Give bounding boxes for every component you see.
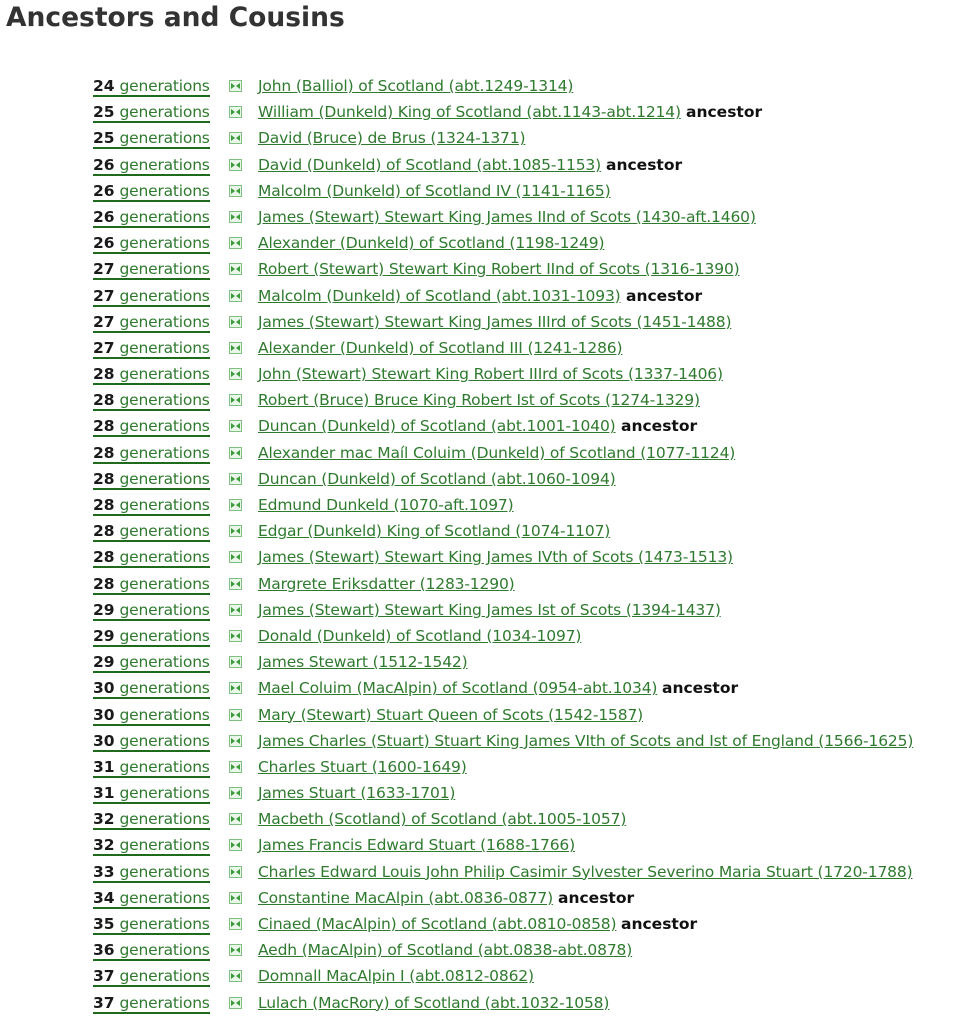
generations-link[interactable] bbox=[93, 990, 210, 1014]
person-link[interactable]: John (Stewart) Stewart King Robert IIIrd of Scots (1337-1406) bbox=[258, 365, 723, 384]
relationship-arrows-icon[interactable] bbox=[229, 866, 242, 878]
person-link[interactable]: James Stewart (1512-1542) bbox=[258, 653, 468, 672]
generations-label: generations bbox=[119, 810, 210, 829]
generations-label: generations bbox=[119, 77, 210, 95]
relationship-arrows-icon[interactable] bbox=[229, 342, 242, 354]
ancestor-label: ancestor bbox=[558, 888, 635, 907]
list-item bbox=[0, 361, 959, 387]
generations-label: generations bbox=[119, 915, 210, 933]
list-item bbox=[0, 571, 959, 597]
generations-label: generations bbox=[119, 103, 210, 122]
person-link[interactable]: Aedh (MacAlpin) of Scotland (abt.0838-abt.0878) bbox=[258, 941, 633, 960]
relationship-arrows-icon[interactable] bbox=[229, 106, 242, 118]
generations-label: generations bbox=[119, 888, 210, 907]
ancestor-label: ancestor bbox=[626, 286, 703, 305]
list-item bbox=[0, 335, 959, 361]
list-item bbox=[0, 911, 959, 937]
person-link[interactable]: Edmund Dunkeld (1070-aft.1097) bbox=[258, 496, 514, 514]
list-item bbox=[0, 623, 959, 649]
relationship-arrows-icon[interactable] bbox=[229, 211, 242, 223]
list-item bbox=[0, 859, 959, 885]
generation-count: 28 bbox=[93, 496, 115, 514]
person-link[interactable]: Lulach (MacRory) of Scotland (abt.1032-1058) bbox=[258, 993, 610, 1012]
list-item bbox=[0, 230, 959, 256]
generation-count: 31 bbox=[93, 784, 115, 803]
person-link[interactable]: Domnall MacAlpin I (abt.0812-0862) bbox=[258, 967, 534, 986]
generations-label: generations bbox=[119, 757, 210, 776]
list-item bbox=[0, 413, 959, 439]
generation-count: 32 bbox=[93, 836, 115, 855]
person-link[interactable]: Mael Coluim (MacAlpin) of Scotland (0954-abt.1034) bbox=[258, 679, 658, 698]
generation-count: 26 bbox=[93, 207, 115, 226]
generation-count: 34 bbox=[93, 888, 115, 907]
generations-label: generations bbox=[119, 993, 210, 1012]
generations-link[interactable] bbox=[93, 387, 210, 411]
generations-link[interactable] bbox=[93, 309, 210, 333]
generations-label: generations bbox=[119, 522, 210, 541]
generations-link[interactable] bbox=[93, 492, 210, 516]
generations-link[interactable] bbox=[93, 283, 210, 307]
relationship-arrows-icon[interactable] bbox=[229, 316, 242, 328]
generation-count: 32 bbox=[93, 810, 115, 829]
list-item bbox=[0, 204, 959, 230]
relationship-arrows-icon[interactable] bbox=[229, 630, 242, 642]
relationship-arrows-icon[interactable] bbox=[229, 551, 242, 563]
person-link[interactable]: Duncan (Dunkeld) of Scotland (abt.1060-1094) bbox=[258, 469, 616, 488]
list-item bbox=[0, 492, 959, 518]
generation-count: 25 bbox=[93, 103, 115, 122]
list-item bbox=[0, 73, 959, 99]
relationship-arrows-icon[interactable] bbox=[229, 735, 242, 747]
generation-count: 30 bbox=[93, 731, 115, 750]
relationship-arrows-icon[interactable] bbox=[229, 473, 242, 485]
list-item bbox=[0, 178, 959, 204]
person-link[interactable]: John (Balliol) of Scotland (abt.1249-1314) bbox=[258, 77, 574, 95]
person-link[interactable]: James (Stewart) Stewart King James IIIrd of Scots (1451-1488) bbox=[258, 312, 732, 331]
ancestor-label: ancestor bbox=[606, 155, 683, 174]
generations-link[interactable] bbox=[93, 675, 210, 699]
generations-label: generations bbox=[119, 626, 210, 645]
list-item bbox=[0, 597, 959, 623]
generations-link[interactable] bbox=[93, 885, 210, 909]
generation-count: 26 bbox=[93, 155, 115, 174]
relationship-arrows-icon[interactable] bbox=[229, 682, 242, 694]
list-item bbox=[0, 125, 959, 151]
generations-label: generations bbox=[119, 365, 210, 384]
generations-label: generations bbox=[119, 548, 210, 567]
generations-link[interactable] bbox=[93, 832, 210, 856]
person-link[interactable]: Margrete Eriksdatter (1283-1290) bbox=[258, 574, 515, 593]
generations-link[interactable] bbox=[93, 597, 210, 621]
generation-count: 29 bbox=[93, 626, 115, 645]
person-link[interactable]: Robert (Bruce) Bruce King Robert Ist of Scots (1274-1329) bbox=[258, 391, 700, 410]
generations-label: generations bbox=[119, 260, 210, 279]
generation-count: 35 bbox=[93, 915, 115, 933]
generations-link[interactable] bbox=[93, 780, 210, 804]
generation-count: 30 bbox=[93, 679, 115, 698]
person-link[interactable]: Alexander (Dunkeld) of Scotland III (1241-1286) bbox=[258, 338, 623, 357]
generations-label: generations bbox=[119, 391, 210, 410]
list-item bbox=[0, 518, 959, 544]
list-item bbox=[0, 728, 959, 754]
relationship-arrows-icon[interactable] bbox=[229, 525, 242, 537]
relationship-arrows-icon[interactable] bbox=[229, 290, 242, 302]
relationship-arrows-icon[interactable] bbox=[229, 80, 242, 92]
generations-link[interactable] bbox=[93, 911, 210, 935]
list-item bbox=[0, 152, 959, 178]
generation-count: 29 bbox=[93, 600, 115, 619]
generations-label: generations bbox=[119, 286, 210, 305]
person-link[interactable]: Duncan (Dunkeld) of Scotland (abt.1001-1040) bbox=[258, 417, 616, 436]
generations-label: generations bbox=[119, 207, 210, 226]
person-link[interactable]: Alexander (Dunkeld) of Scotland (1198-1249) bbox=[258, 234, 605, 253]
generation-count: 31 bbox=[93, 757, 115, 776]
generations-link[interactable] bbox=[93, 754, 210, 778]
generation-count: 26 bbox=[93, 234, 115, 253]
person-link[interactable]: Malcolm (Dunkeld) of Scotland (abt.1031-1093) bbox=[258, 286, 621, 305]
generation-count: 26 bbox=[93, 181, 115, 200]
generations-link[interactable] bbox=[93, 413, 210, 437]
person-link[interactable]: Charles Stuart (1600-1649) bbox=[258, 757, 467, 776]
relationship-arrows-icon[interactable] bbox=[229, 918, 242, 930]
generations-label: generations bbox=[119, 967, 210, 986]
relationship-arrows-icon[interactable] bbox=[229, 132, 242, 144]
relationship-arrows-icon[interactable] bbox=[229, 970, 242, 982]
generation-count: 27 bbox=[93, 286, 115, 305]
person-link[interactable]: Robert (Stewart) Stewart King Robert IInd of Scots (1316-1390) bbox=[258, 260, 740, 279]
list-item bbox=[0, 702, 959, 728]
generations-label: generations bbox=[119, 443, 210, 462]
relationship-arrows-icon[interactable] bbox=[229, 656, 242, 668]
generation-count: 33 bbox=[93, 862, 115, 881]
generations-label: generations bbox=[119, 862, 210, 881]
ancestor-label: ancestor bbox=[662, 679, 739, 698]
generations-label: generations bbox=[119, 181, 210, 200]
person-link[interactable]: James (Stewart) Stewart King James IInd of Scots (1430-aft.1460) bbox=[258, 207, 756, 226]
generation-count: 28 bbox=[93, 548, 115, 567]
generations-label: generations bbox=[119, 417, 210, 436]
generations-link[interactable] bbox=[93, 518, 210, 542]
list-item bbox=[0, 283, 959, 309]
person-link[interactable]: Macbeth (Scotland) of Scotland (abt.1005-1057) bbox=[258, 810, 627, 829]
relationship-arrows-icon[interactable] bbox=[229, 604, 242, 616]
ancestor-label: ancestor bbox=[621, 915, 698, 933]
generations-label: generations bbox=[119, 600, 210, 619]
generation-count: 28 bbox=[93, 391, 115, 410]
generations-link[interactable] bbox=[93, 859, 210, 883]
relationship-arrows-icon[interactable] bbox=[229, 499, 242, 511]
generations-label: generations bbox=[119, 705, 210, 724]
generation-count: 28 bbox=[93, 522, 115, 541]
list-item bbox=[0, 387, 959, 413]
generations-label: generations bbox=[119, 653, 210, 672]
generations-label: generations bbox=[119, 679, 210, 698]
relationship-arrows-icon[interactable] bbox=[229, 892, 242, 904]
generations-link[interactable] bbox=[93, 152, 210, 176]
person-link[interactable]: James Charles (Stuart) Stuart King James VIth of Scots and Ist of England (1566-1625) bbox=[258, 731, 914, 750]
generations-link[interactable] bbox=[93, 544, 210, 568]
generations-link[interactable] bbox=[93, 178, 210, 202]
person-link[interactable]: James (Stewart) Stewart King James IVth of Scots (1473-1513) bbox=[258, 548, 733, 567]
list-item bbox=[0, 990, 959, 1016]
generations-link[interactable] bbox=[93, 335, 210, 359]
relationship-arrows-icon[interactable] bbox=[229, 368, 242, 380]
generations-label: generations bbox=[119, 836, 210, 855]
generation-count: 30 bbox=[93, 705, 115, 724]
relationship-arrows-icon[interactable] bbox=[229, 263, 242, 275]
person-link[interactable]: Constantine MacAlpin (abt.0836-0877) bbox=[258, 888, 553, 907]
relationship-arrows-icon[interactable] bbox=[229, 447, 242, 459]
relationship-arrows-icon[interactable] bbox=[229, 185, 242, 197]
person-link[interactable]: James Francis Edward Stuart (1688-1766) bbox=[258, 836, 576, 855]
generations-label: generations bbox=[119, 129, 210, 148]
list-item bbox=[0, 675, 959, 701]
list-item bbox=[0, 937, 959, 963]
generation-count: 27 bbox=[93, 338, 115, 357]
generations-link[interactable] bbox=[93, 649, 210, 673]
generation-count: 24 bbox=[93, 77, 115, 95]
generation-count: 28 bbox=[93, 443, 115, 462]
relationship-arrows-icon[interactable] bbox=[229, 420, 242, 432]
person-link[interactable]: William (Dunkeld) King of Scotland (abt.1143-abt.1214) bbox=[258, 103, 681, 122]
generations-link[interactable] bbox=[93, 204, 210, 228]
generations-label: generations bbox=[119, 496, 210, 514]
generations-label: generations bbox=[119, 469, 210, 488]
relationship-arrows-icon[interactable] bbox=[229, 578, 242, 590]
generation-count: 28 bbox=[93, 574, 115, 593]
person-link[interactable]: Alexander mac Maíl Coluim (Dunkeld) of Scotland (1077-1124) bbox=[258, 443, 736, 462]
relationship-arrows-icon[interactable] bbox=[229, 839, 242, 851]
relationship-arrows-icon[interactable] bbox=[229, 997, 242, 1009]
generations-link[interactable] bbox=[93, 125, 210, 149]
generations-link[interactable] bbox=[93, 99, 210, 123]
ancestor-label: ancestor bbox=[621, 417, 698, 436]
list-item bbox=[0, 885, 959, 911]
relationship-arrows-icon[interactable] bbox=[229, 944, 242, 956]
relationship-arrows-icon[interactable] bbox=[229, 813, 242, 825]
person-link[interactable]: Malcolm (Dunkeld) of Scotland IV (1141-1165) bbox=[258, 181, 611, 200]
list-item bbox=[0, 780, 959, 806]
generations-label: generations bbox=[119, 155, 210, 174]
list-item bbox=[0, 544, 959, 570]
generations-label: generations bbox=[119, 234, 210, 253]
generation-count: 25 bbox=[93, 129, 115, 148]
list-item bbox=[0, 649, 959, 675]
generation-count: 27 bbox=[93, 260, 115, 279]
relationship-arrows-icon[interactable] bbox=[229, 709, 242, 721]
generation-count: 28 bbox=[93, 469, 115, 488]
relationship-arrows-icon[interactable] bbox=[229, 237, 242, 249]
generations-link[interactable] bbox=[93, 73, 210, 97]
generations-label: generations bbox=[119, 784, 210, 803]
page-title: Ancestors and Cousins bbox=[6, 2, 345, 33]
person-link[interactable]: David (Dunkeld) of Scotland (abt.1085-1153) bbox=[258, 155, 602, 174]
person-link[interactable]: Cinaed (MacAlpin) of Scotland (abt.0810-0858) bbox=[258, 915, 617, 933]
generation-count: 29 bbox=[93, 653, 115, 672]
relationship-arrows-icon[interactable] bbox=[229, 159, 242, 171]
list-item bbox=[0, 440, 959, 466]
generations-link[interactable] bbox=[93, 623, 210, 647]
cousins-list bbox=[0, 73, 959, 1016]
generation-count: 28 bbox=[93, 365, 115, 384]
generations-link[interactable] bbox=[93, 256, 210, 280]
person-link[interactable]: Donald (Dunkeld) of Scotland (1034-1097) bbox=[258, 626, 582, 645]
generations-link[interactable] bbox=[93, 466, 210, 490]
person-link[interactable]: James Stuart (1633-1701) bbox=[258, 784, 456, 803]
generation-count: 28 bbox=[93, 417, 115, 436]
list-item bbox=[0, 806, 959, 832]
generations-label: generations bbox=[119, 338, 210, 357]
generations-label: generations bbox=[119, 574, 210, 593]
relationship-arrows-icon[interactable] bbox=[229, 787, 242, 799]
generations-link[interactable] bbox=[93, 440, 210, 464]
generations-link[interactable] bbox=[93, 230, 210, 254]
generations-link[interactable] bbox=[93, 963, 210, 987]
generations-label: generations bbox=[119, 312, 210, 331]
generation-count: 36 bbox=[93, 941, 115, 960]
generations-link[interactable] bbox=[93, 806, 210, 830]
list-item bbox=[0, 832, 959, 858]
person-link[interactable]: David (Bruce) de Brus (1324-1371) bbox=[258, 129, 526, 148]
generation-count: 27 bbox=[93, 312, 115, 331]
generation-count: 37 bbox=[93, 993, 115, 1012]
list-item bbox=[0, 99, 959, 125]
list-item bbox=[0, 309, 959, 335]
relationship-arrows-icon[interactable] bbox=[229, 394, 242, 406]
list-item bbox=[0, 963, 959, 989]
generations-link[interactable] bbox=[93, 361, 210, 385]
relationship-arrows-icon[interactable] bbox=[229, 761, 242, 773]
list-item bbox=[0, 754, 959, 780]
ancestor-label: ancestor bbox=[686, 103, 763, 122]
person-link[interactable]: Mary (Stewart) Stuart Queen of Scots (1542-1587) bbox=[258, 705, 644, 724]
generations-label: generations bbox=[119, 941, 210, 960]
list-item bbox=[0, 256, 959, 282]
generations-link[interactable] bbox=[93, 571, 210, 595]
generations-link[interactable] bbox=[93, 702, 210, 726]
generations-label: generations bbox=[119, 731, 210, 750]
person-link[interactable]: James (Stewart) Stewart King James Ist of Scots (1394-1437) bbox=[258, 600, 721, 619]
person-link[interactable]: Charles Edward Louis John Philip Casimir Sylvester Severino Maria Stuart (1720-1788) bbox=[258, 862, 913, 881]
generations-link[interactable] bbox=[93, 728, 210, 752]
generations-link[interactable] bbox=[93, 937, 210, 961]
generation-count: 37 bbox=[93, 967, 115, 986]
list-item bbox=[0, 466, 959, 492]
person-link[interactable]: Edgar (Dunkeld) King of Scotland (1074-1107) bbox=[258, 522, 611, 541]
